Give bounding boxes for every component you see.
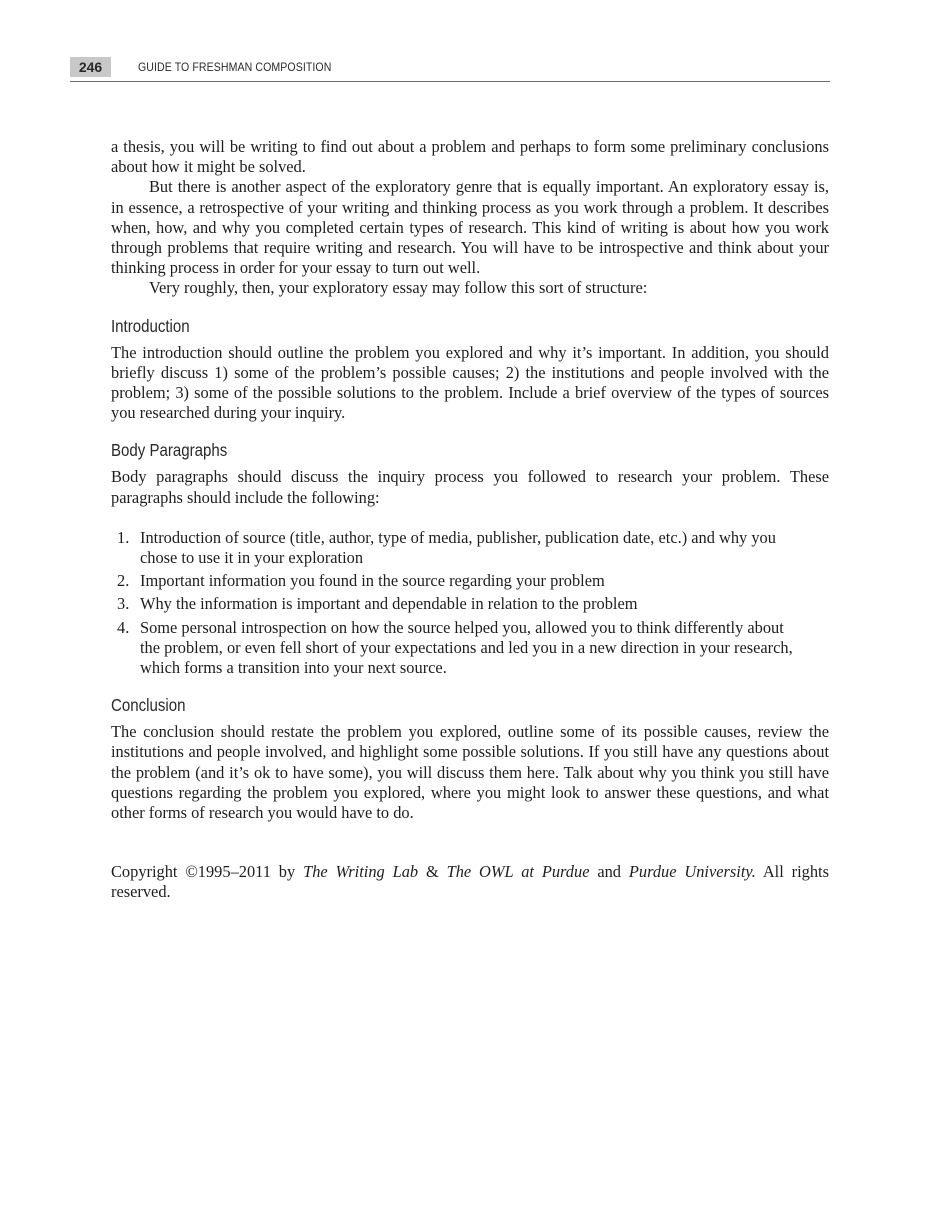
list-item: [111, 618, 800, 679]
copyright-writing-lab: The Writing Lab: [303, 862, 419, 882]
list-item-text: Important information you found in the source regarding your problem: [140, 571, 605, 591]
list-item-text: Some personal introspection on how the source helped you, allowed you to think differently about the problem, or even fell short of your expectations and led you in a new direction in your research, which forms a transition into your next source.: [140, 617, 793, 678]
introduction-heading: Introduction: [111, 315, 190, 336]
page-number: 246: [70, 57, 111, 77]
conclusion-paragraph: The conclusion should restate the problem you explored, outline some of its possible causes, review the institutions and people involved, and highlight some possible solutions. If you still have any questions about the problem (and it’s ok to have some), you will discuss them here. Talk about why you think you still have questions regarding the problem you explored, where you might look to answer these questions, and what other forms of research you would have to do.: [111, 722, 829, 823]
page-content: [111, 137, 829, 903]
list-item-text: Why the information is important and dependable in relation to the problem: [140, 594, 638, 614]
body-paragraphs-heading: Body Paragraphs: [111, 440, 228, 461]
list-item-number: 4.: [117, 617, 130, 637]
copyright-suffix: All rights reserved.: [111, 862, 829, 902]
body-paragraphs-intro: Body paragraphs should discuss the inquiry process you followed to research your problem. These paragraphs should include the following:: [111, 467, 829, 507]
copyright-notice: [111, 862, 829, 902]
list-item-text: Introduction of source (title, author, type of media, publisher, publication date, etc.) and why you chose to use it in your exploration: [140, 527, 776, 568]
body-paragraph: But there is another aspect of the exploratory genre that is equally important. An exploratory essay is, in essence, a retrospective of your writing and thinking process as you work through a problem. It describes when, how, and why you completed certain types of research. This kind of writing is about how you work through problems that require writing and research. You will have to be introspective and think about your thinking process in order for your essay to turn out well.: [111, 177, 829, 278]
list-item-number: 2.: [117, 571, 130, 591]
list-item: [111, 594, 800, 614]
list-item-number: 3.: [117, 594, 130, 614]
running-head: [70, 57, 830, 82]
conclusion-heading: Conclusion: [111, 695, 186, 716]
numbered-list: [111, 528, 829, 678]
copyright-university: Purdue University.: [628, 862, 756, 882]
copyright-and: and: [589, 862, 629, 882]
copyright-amp: &: [418, 862, 447, 882]
running-title: GUIDE TO FRESHMAN COMPOSITION: [138, 60, 332, 74]
copyright-owl: The OWL at Purdue: [446, 862, 590, 882]
body-paragraph: a thesis, you will be writing to find out about a problem and perhaps to form some preliminary conclusions about how it might be solved.: [111, 137, 829, 177]
body-paragraph: Very roughly, then, your exploratory essay may follow this sort of structure:: [149, 278, 648, 298]
list-item: [111, 571, 800, 591]
introduction-paragraph: The introduction should outline the problem you explored and why it’s important. In addition, you should briefly discuss 1) some of the problem’s possible causes; 2) the institutions and people involved with the problem; 3) some of the possible solutions to the problem. Include a brief overview of the types of sources you researched during your inquiry.: [111, 342, 829, 423]
list-item-number: 1.: [117, 527, 130, 547]
copyright-prefix: Copyright ©1995–2011 by: [111, 862, 304, 882]
list-item: [111, 528, 800, 568]
